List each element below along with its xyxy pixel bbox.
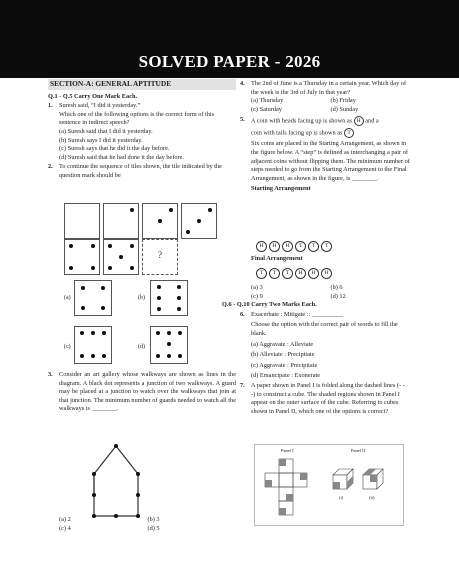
question-number: 6. — [240, 310, 245, 318]
option-c[interactable]: (c) 9 — [251, 292, 263, 300]
question-number: 5. — [240, 116, 245, 124]
coin-icon: H — [256, 241, 267, 252]
question-2 — [48, 163, 236, 180]
marks-subheading: Q.1 - Q.5 Carry One Mark Each. — [48, 92, 138, 100]
tile-dot — [101, 286, 105, 290]
option-d-tile[interactable] — [150, 326, 188, 364]
tile-dot — [167, 342, 171, 346]
option-b[interactable]: (b) Alleviate : Precipitate — [251, 351, 315, 359]
question-stem: A paper shown in Panel I is folded along the dashed lines (- - -) to construct a cube. The shaded regions shown in Panel I appear on the outer surface of the cube. Referring to cubes shown in Panel II, which one of the options is correct? — [251, 381, 405, 415]
tile-dot — [177, 285, 181, 289]
tile-1 — [64, 203, 100, 239]
tile-dot — [80, 331, 84, 335]
option-row — [240, 284, 410, 293]
coin-icon: H — [308, 268, 319, 279]
coin-icon: T — [295, 241, 306, 252]
question-stem: The 2nd of June is a Thursday in a certain year. Which day of the week is the 3rd of July in that year? — [251, 80, 407, 96]
question-body: Which one of the following options is the correct form of this sentence in indirect speech? — [59, 110, 215, 127]
tile-question — [142, 239, 178, 275]
cube-figure — [254, 444, 404, 526]
tile-dot — [157, 285, 161, 289]
tails-coin-icon: T — [344, 128, 354, 138]
tile-dot — [177, 296, 181, 300]
option-b[interactable]: (b) Suresh says I did it yesterday. — [59, 136, 143, 144]
option-label[interactable]: (c) — [64, 344, 71, 350]
question-number: 3. — [48, 371, 53, 378]
tile-dot — [81, 286, 85, 290]
walkway-line — [94, 446, 138, 516]
junction-dot — [114, 444, 118, 448]
net-face — [279, 473, 293, 487]
right-column — [240, 79, 410, 194]
question-body: Choose the option with the correct pair of words to fill the blank. — [251, 321, 398, 337]
question-3-block — [48, 370, 236, 414]
option-b-tile[interactable] — [150, 280, 188, 316]
question-text: coin with tails facing up is shown as — [251, 129, 343, 137]
section-heading: SECTION-A: GENERAL APTITUDE — [48, 79, 236, 90]
option-a[interactable]: (a) 3 — [251, 284, 263, 291]
header-banner — [0, 0, 459, 78]
question-text: A coin with heads facing up is shown as — [251, 117, 353, 125]
option-b[interactable]: (b) Friday — [330, 97, 356, 105]
option-d[interactable]: (d) Emancipate : Exonerate — [251, 372, 321, 380]
junction-dot — [136, 472, 140, 476]
tile-dot — [157, 307, 161, 311]
option-a[interactable]: (a) Thursday — [251, 97, 284, 105]
coin-icon: T — [308, 241, 319, 252]
panel-2-label: Panel II — [351, 448, 366, 453]
walkway-diagram — [56, 440, 176, 522]
shaded-region — [370, 475, 377, 482]
tile-dot — [102, 331, 106, 335]
question-1 — [48, 102, 236, 128]
option-c[interactable]: (c) Saturday — [251, 105, 282, 113]
tile-2 — [103, 203, 139, 239]
tile-dot — [69, 266, 73, 270]
option-row — [240, 97, 410, 106]
question-stem: Consider an art gallery whose walkways are shown as lines in the diagram. A black dot represents a junction of two walkways. A guard may be placed at a junction to watch over the walkways that join at that junction. The minimum number of guards needed to watch all the walkways is ________. — [59, 371, 236, 413]
tile-dot — [91, 244, 95, 248]
tile-dot — [167, 354, 171, 358]
tile-dot — [119, 255, 123, 259]
question-number: 2. — [48, 163, 53, 171]
tile-dot — [157, 296, 161, 300]
cube-net-drawing — [255, 445, 403, 525]
tile-dot — [101, 306, 105, 310]
option-b[interactable]: (b) 6 — [330, 284, 343, 291]
tile-dot — [91, 331, 95, 335]
shaded-region — [279, 508, 286, 515]
tile-dot — [156, 331, 160, 335]
shaded-region — [279, 459, 286, 466]
question-6 — [240, 311, 410, 339]
question-number: 4. — [240, 80, 245, 87]
option-c[interactable]: (c) 4 — [59, 524, 71, 532]
starting-arrangement — [256, 241, 332, 252]
final-arrangement — [256, 268, 332, 279]
option-row — [240, 106, 410, 115]
option-row — [240, 293, 410, 302]
option-d[interactable]: (d) Sunday — [330, 105, 359, 113]
option-label[interactable]: (d) — [138, 344, 145, 350]
junction-dot — [92, 493, 96, 497]
marks-subheading: Q.6 - Q.10 Carry Two Marks Each. — [222, 301, 317, 309]
tile-dot — [130, 266, 134, 270]
shaded-region — [286, 494, 293, 501]
shaded-region — [300, 473, 307, 480]
shaded-region — [333, 482, 340, 489]
question-7 — [240, 382, 410, 416]
option-row — [48, 525, 236, 534]
option-row — [48, 516, 236, 525]
tile-dot — [108, 266, 112, 270]
option-d[interactable]: (d) 5 — [147, 524, 160, 532]
coin-icon: H — [269, 241, 280, 252]
coin-icon: T — [321, 241, 332, 252]
option-a[interactable]: (a) Aggravate : Alleviate — [251, 340, 314, 348]
tile-dot — [169, 208, 173, 212]
tile-dot — [102, 354, 106, 358]
option-label[interactable]: (b) — [138, 295, 145, 301]
tile-5 — [64, 239, 100, 275]
tile-dot — [178, 354, 182, 358]
tile-dot — [186, 230, 190, 234]
tile-dot — [81, 306, 85, 310]
coin-icon: H — [321, 268, 332, 279]
tile-dot — [167, 331, 171, 335]
tile-dot — [156, 354, 160, 358]
tile-dot — [108, 244, 112, 248]
tile-dot — [69, 244, 73, 248]
question-3-options — [48, 516, 236, 533]
tile-dot — [130, 208, 134, 212]
cube-label-i[interactable]: (i) — [339, 495, 344, 500]
junction-dot — [136, 493, 140, 497]
cube-label-ii[interactable]: (ii) — [369, 495, 375, 500]
option-c[interactable]: (c) Aggravate : Precipitate — [251, 361, 318, 369]
option-c[interactable]: (c) Suresh says that he did it the day before. — [59, 145, 170, 153]
option-b[interactable]: (b) 3 — [147, 516, 160, 523]
junction-dot — [92, 472, 96, 476]
panel-1-label: Panel I — [281, 448, 294, 453]
starting-arrangement-label: Starting Arrangement — [251, 185, 311, 193]
option-d[interactable]: (d) Suresh said that he had done it the day before. — [59, 153, 185, 161]
heads-coin-icon: H — [354, 116, 364, 126]
option-a[interactable]: (a) Suresh said that I did it yesterday. — [59, 127, 153, 135]
question-body: Six coins are placed in the Starting Arrangement, as shown in the figure below. A “step” is defined as interchanging a pair of adjacent coins without flipping them. The minimum number of steps needed to go from the Starting Arrangement to the Final Arrangement, as shown in the figure, is ________. — [251, 140, 410, 182]
question-text: and a — [365, 117, 379, 125]
tile-dot — [178, 331, 182, 335]
option-label[interactable]: (a) — [64, 295, 71, 301]
tile-4 — [181, 203, 217, 239]
tile-dot — [177, 307, 181, 311]
tile-dot — [208, 208, 212, 212]
option-c-tile[interactable] — [74, 326, 112, 364]
question-4 — [240, 80, 410, 97]
coin-icon: T — [282, 268, 293, 279]
question-mark: ? — [158, 250, 162, 260]
tile-dot — [91, 354, 95, 358]
shaded-region — [265, 480, 272, 487]
option-d[interactable]: (d) 12 — [330, 292, 346, 300]
question-stem: Suresh said, “I did it yesterday.” — [59, 102, 141, 110]
option-a[interactable]: (a) 2 — [59, 516, 71, 523]
tile-dot — [197, 219, 201, 223]
question-number: 7. — [240, 381, 245, 389]
question-5 — [240, 116, 410, 194]
right-column-lower — [222, 284, 410, 416]
question-stem: Exacerbate : Mitigate :: __________ — [251, 310, 344, 318]
tile-dot — [80, 354, 84, 358]
tile-3 — [142, 203, 178, 239]
question-stem: To continue the sequence of tiles shown, the tile indicated by the question mark should be — [59, 163, 222, 179]
coin-icon: H — [295, 268, 306, 279]
tile-dot — [130, 244, 134, 248]
tile-dot — [91, 266, 95, 270]
coin-icon: T — [269, 268, 280, 279]
tile-6 — [103, 239, 139, 275]
left-column — [48, 79, 236, 181]
coin-icon: T — [256, 268, 267, 279]
coin-icon: H — [282, 241, 293, 252]
question-number: 1. — [48, 102, 53, 110]
page-title: SOLVED PAPER - 2026 — [138, 52, 321, 71]
final-arrangement-label: Final Arrangement — [251, 255, 303, 262]
question-3 — [48, 371, 236, 414]
option-a-tile[interactable] — [74, 280, 112, 316]
tile-dot — [158, 219, 162, 223]
